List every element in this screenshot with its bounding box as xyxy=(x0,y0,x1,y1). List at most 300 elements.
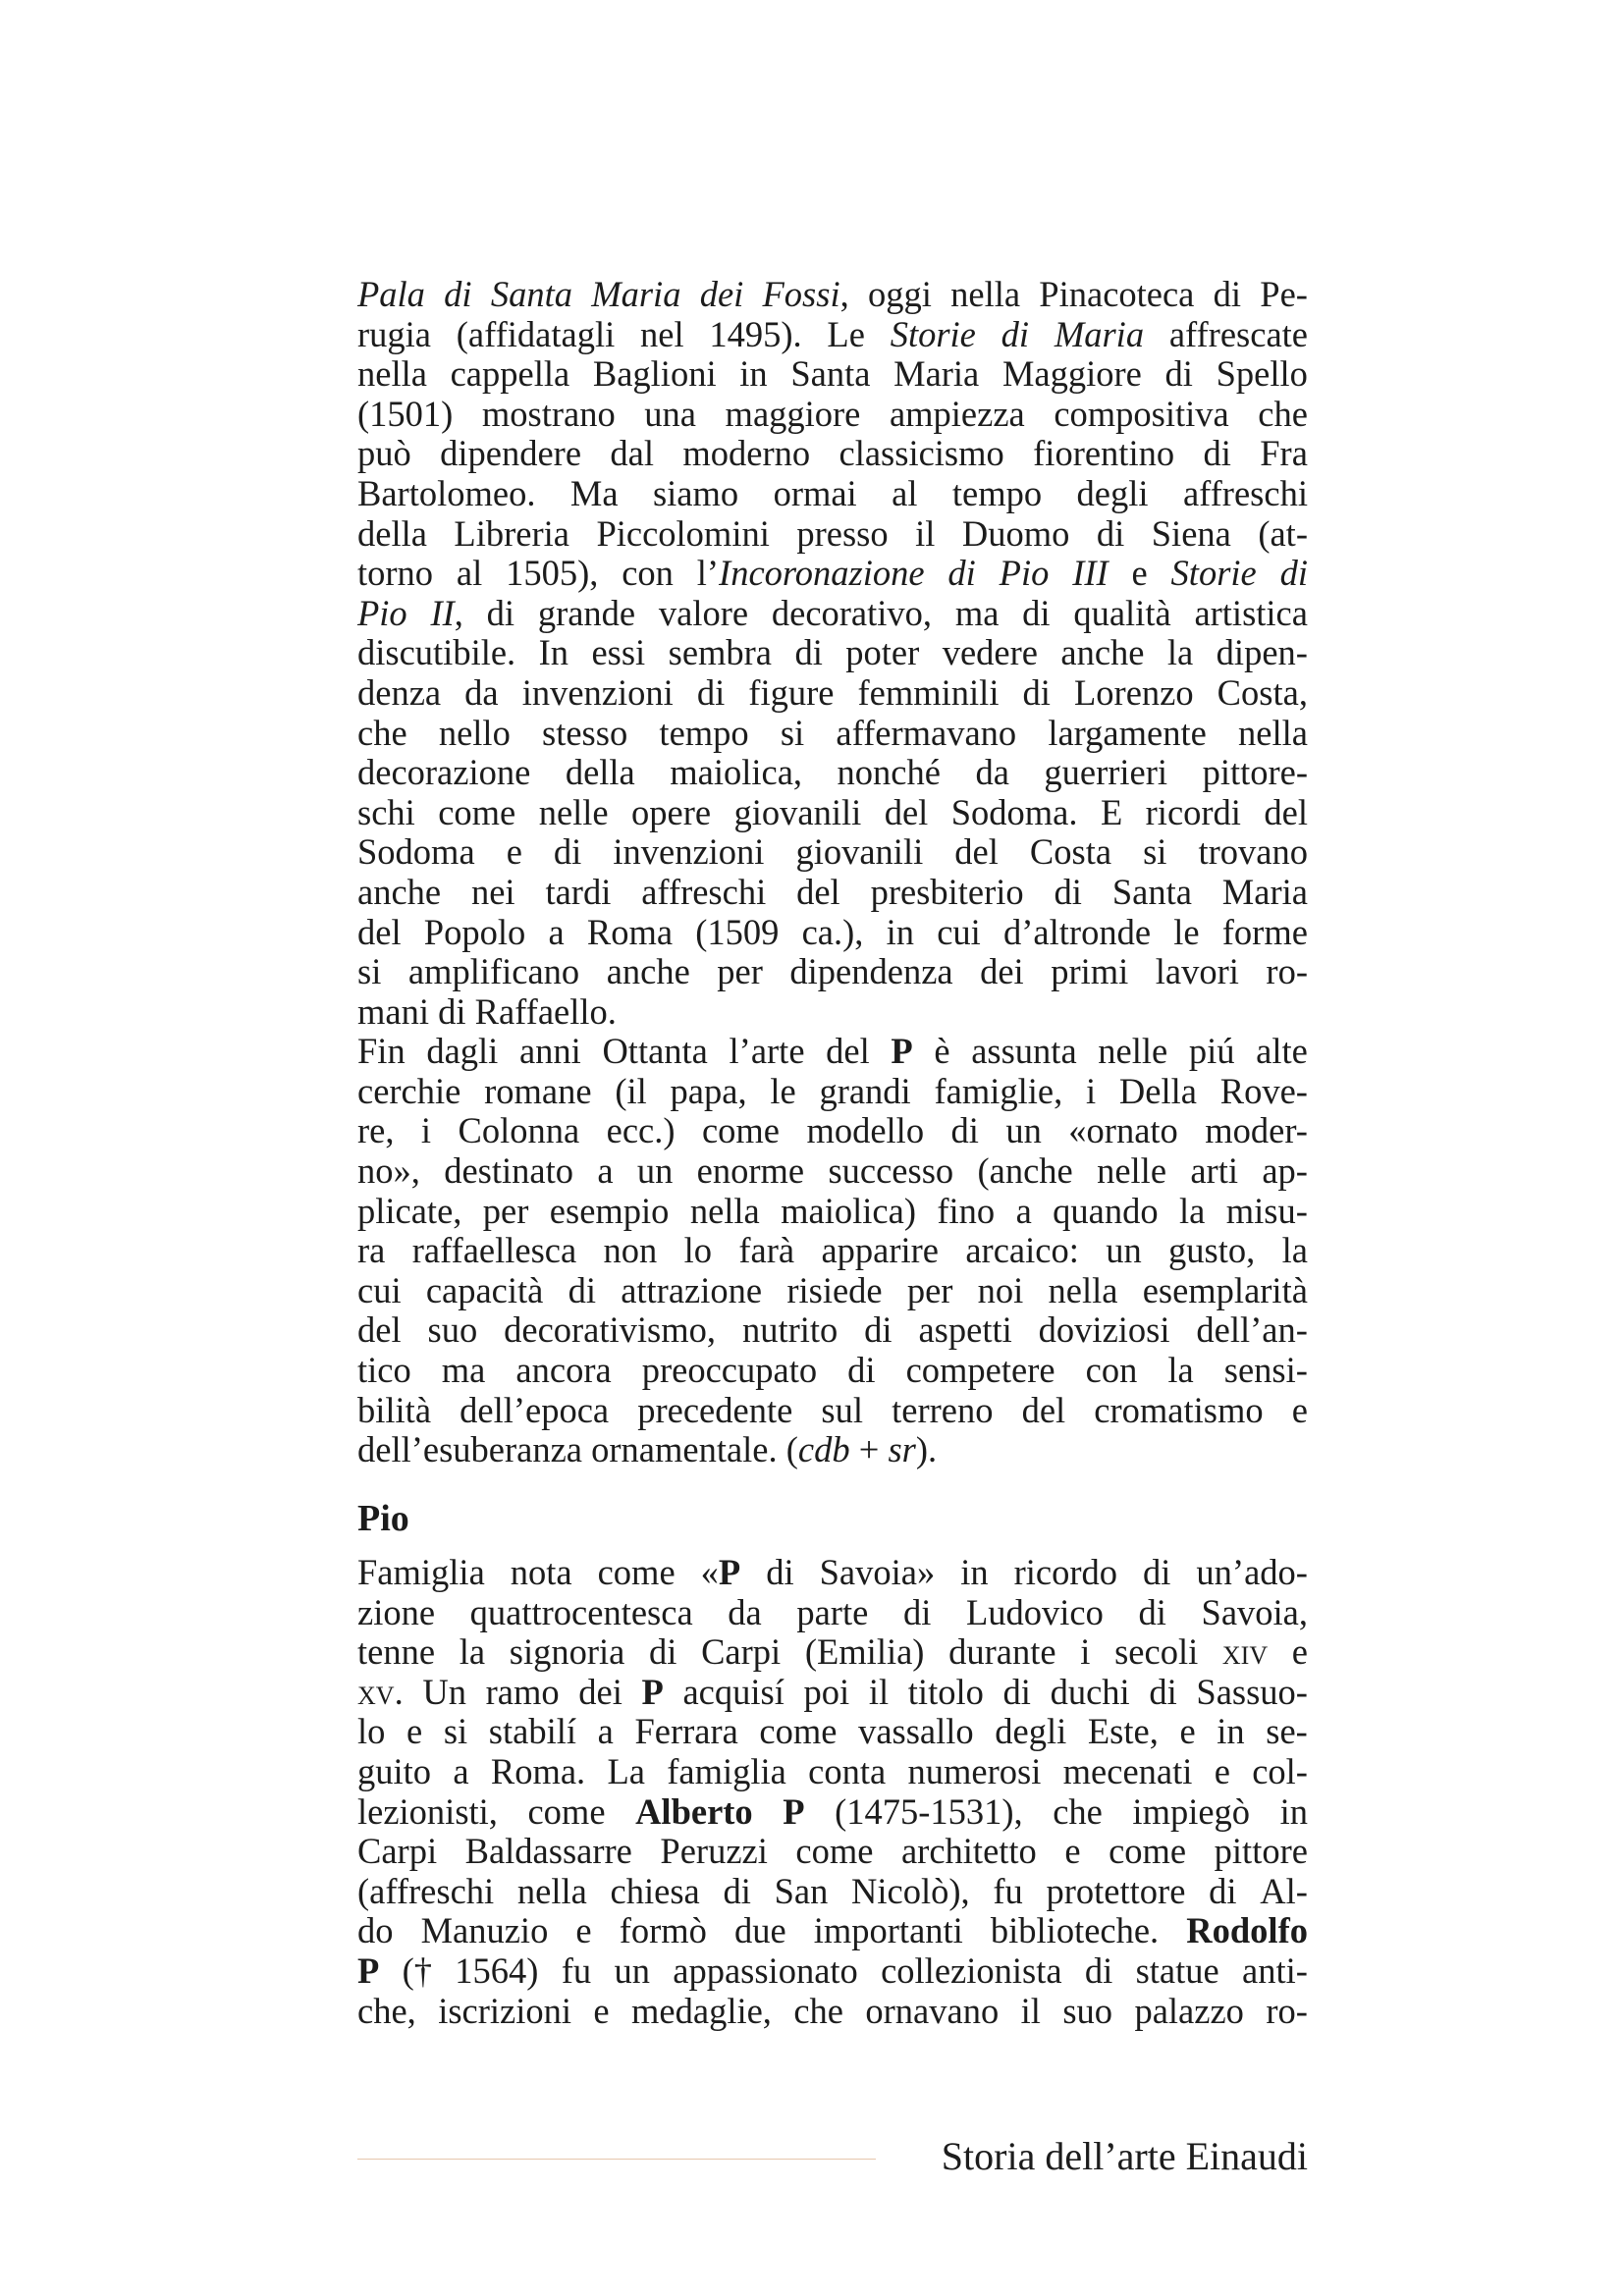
word: nelle xyxy=(538,791,609,832)
word: vassallo xyxy=(858,1711,974,1752)
word: come xyxy=(597,1552,676,1592)
word: La xyxy=(607,1750,645,1791)
word: in xyxy=(886,911,915,952)
word: per xyxy=(906,1269,953,1310)
word: cerchie xyxy=(357,1070,461,1111)
text-line xyxy=(357,1673,1308,1713)
word: Bartolomeo. xyxy=(357,472,536,513)
word: (1475-1531), xyxy=(835,1790,1023,1832)
word: ma xyxy=(441,1350,486,1391)
word: e xyxy=(506,831,522,873)
word: di xyxy=(947,553,976,594)
word: Santa xyxy=(1111,871,1192,912)
word: d’altronde xyxy=(1003,911,1152,952)
word: Ferrara xyxy=(634,1711,738,1752)
word: anni xyxy=(518,1031,581,1072)
word: Un xyxy=(422,1671,466,1712)
text-line xyxy=(357,1391,1308,1431)
text-line xyxy=(357,1632,1308,1673)
word: che xyxy=(793,1990,843,2031)
word: piú xyxy=(1188,1031,1235,1072)
word: duchi xyxy=(1050,1671,1130,1712)
word: conta xyxy=(808,1750,887,1791)
word: del xyxy=(796,871,840,912)
word: preoccupato xyxy=(641,1350,818,1391)
word: come xyxy=(1109,1831,1187,1872)
word: ampiezza xyxy=(889,393,1025,434)
word: come xyxy=(438,791,516,832)
word: se- xyxy=(1266,1711,1308,1752)
word: la xyxy=(1166,632,1194,673)
word: a xyxy=(1015,1190,1032,1231)
word: attrazione xyxy=(621,1269,763,1310)
word: al xyxy=(892,472,918,513)
word: al xyxy=(456,553,483,594)
word: figure xyxy=(748,671,835,713)
word: guerrieri xyxy=(1044,752,1168,793)
word: e xyxy=(1214,1750,1230,1791)
word: valore xyxy=(658,592,749,633)
word: Maggiore xyxy=(1001,353,1142,395)
word: Santa xyxy=(790,353,871,395)
word: ap- xyxy=(1262,1150,1308,1192)
word: nella xyxy=(516,1870,587,1911)
word: alte xyxy=(1256,1031,1308,1072)
word: tempo xyxy=(951,472,1043,513)
word: e xyxy=(1064,1831,1081,1872)
word: esemplarità xyxy=(1142,1269,1308,1310)
word: affrescate xyxy=(1168,313,1308,354)
text-line xyxy=(357,832,1308,873)
word: di xyxy=(902,1591,932,1632)
word: ornavano xyxy=(865,1990,1000,2031)
word: maiolica) xyxy=(781,1190,916,1231)
word: di xyxy=(1054,871,1082,912)
word: Duomo xyxy=(961,512,1070,554)
text-line xyxy=(357,1951,1308,1992)
word: maggiore xyxy=(725,393,861,434)
word: poi xyxy=(803,1671,850,1712)
word: P xyxy=(641,1671,664,1712)
word: con xyxy=(1085,1350,1138,1391)
text-line xyxy=(357,1911,1308,1951)
word: per xyxy=(482,1190,529,1231)
text-line xyxy=(357,1712,1308,1752)
paragraph-1 xyxy=(357,275,1308,1032)
word: come xyxy=(701,1110,781,1151)
word: 1564) xyxy=(455,1949,539,1991)
word: invenzioni xyxy=(613,831,765,873)
word: invenzioni xyxy=(521,671,674,713)
word: due xyxy=(733,1910,786,1951)
word: decorativo, xyxy=(771,592,933,633)
word: P xyxy=(783,1790,805,1832)
text-line xyxy=(357,1032,1308,1072)
word: xiv xyxy=(1221,1631,1269,1673)
word: sensi- xyxy=(1223,1350,1308,1391)
word: (1501) xyxy=(357,393,454,434)
word: Spello xyxy=(1216,353,1308,395)
word: Costa, xyxy=(1217,671,1308,713)
word: di xyxy=(696,671,726,713)
word: di xyxy=(1164,353,1193,395)
word: nonché xyxy=(837,752,941,793)
text-line xyxy=(357,1310,1308,1351)
word: e xyxy=(575,1910,592,1951)
word: di xyxy=(723,1870,751,1911)
word: del xyxy=(884,791,929,832)
word: Storie xyxy=(890,313,976,354)
word: importanti xyxy=(813,1910,963,1951)
word: Pio xyxy=(357,592,407,633)
word: a xyxy=(453,1750,469,1791)
word: Carpi xyxy=(701,1631,782,1673)
text-line xyxy=(357,315,1308,355)
word: San xyxy=(774,1870,829,1911)
word: di xyxy=(847,1350,876,1391)
word: Costa xyxy=(1029,831,1112,873)
word: Ma xyxy=(569,472,619,513)
word: trovano xyxy=(1198,831,1308,873)
word: dipen- xyxy=(1216,632,1308,673)
word: papa, xyxy=(670,1070,747,1111)
text-line xyxy=(357,673,1308,714)
word: Colonna xyxy=(458,1110,580,1151)
word: di xyxy=(649,1631,677,1673)
word: è xyxy=(934,1031,950,1072)
word: Santa xyxy=(490,274,572,314)
word: l’Incoronazione xyxy=(696,553,925,594)
word: ecc.) xyxy=(606,1110,676,1151)
word: Savoia, xyxy=(1201,1591,1308,1632)
word: si xyxy=(443,1711,468,1752)
word: biblioteche. xyxy=(990,1910,1160,1951)
word: essi xyxy=(591,632,646,673)
word: (affreschi xyxy=(357,1870,495,1911)
word: cromatismo xyxy=(1094,1389,1264,1430)
word: le xyxy=(770,1070,796,1111)
text-line xyxy=(357,1792,1308,1833)
word: affreschi xyxy=(641,871,767,912)
word: quando xyxy=(1053,1190,1159,1231)
word: Alberto xyxy=(635,1790,753,1832)
word: col- xyxy=(1252,1750,1308,1791)
word: Popolo xyxy=(423,911,526,952)
word: un xyxy=(1106,1230,1142,1271)
word: tempo xyxy=(659,712,749,753)
text-line xyxy=(357,913,1308,953)
word: vedere xyxy=(942,632,1038,673)
word: di xyxy=(950,1110,979,1151)
text-line xyxy=(357,395,1308,435)
word: precedente xyxy=(637,1389,793,1430)
word: lo xyxy=(683,1230,713,1271)
word: e xyxy=(593,1990,610,2031)
text-line xyxy=(357,1593,1308,1633)
word: e xyxy=(1291,1631,1308,1673)
word: zione xyxy=(357,1591,436,1632)
word: di xyxy=(1096,512,1125,554)
word: della xyxy=(565,752,635,793)
word: i xyxy=(1080,1631,1091,1673)
word: degli xyxy=(1076,472,1149,513)
word: Fossi, xyxy=(762,274,849,314)
word: 1505), xyxy=(506,553,599,594)
word: architetto xyxy=(900,1831,1037,1872)
word: giovanili xyxy=(795,831,924,873)
word: nella xyxy=(1238,712,1308,753)
word: nella xyxy=(357,353,427,395)
word: di xyxy=(1022,671,1051,713)
word: di xyxy=(1143,1552,1171,1592)
word: in xyxy=(960,1552,989,1592)
word: tardi xyxy=(545,871,612,912)
word: un xyxy=(636,1150,674,1192)
word: a xyxy=(597,1711,614,1752)
word: e xyxy=(1131,553,1148,594)
word: e xyxy=(1179,1711,1196,1752)
word: signoria xyxy=(509,1631,625,1673)
word: di xyxy=(1084,1949,1113,1991)
word: quattrocentesca xyxy=(469,1591,693,1632)
word: arcaico: xyxy=(965,1230,1079,1271)
word: raffaellesca xyxy=(411,1230,577,1271)
word: Maria xyxy=(591,274,681,314)
word: Al- xyxy=(1260,1870,1308,1911)
word: primi xyxy=(1051,951,1129,992)
word: terreno xyxy=(892,1389,994,1430)
word: competere xyxy=(905,1350,1055,1391)
word: numerosi xyxy=(907,1750,1042,1791)
word: modello xyxy=(806,1110,925,1151)
word: cui xyxy=(357,1269,402,1310)
word: giovanili xyxy=(733,791,862,832)
word: il xyxy=(915,512,936,554)
word: Roma. xyxy=(490,1750,586,1791)
text-line xyxy=(357,714,1308,754)
word: Della xyxy=(1118,1070,1197,1111)
word: (cdb xyxy=(785,1429,850,1470)
word: Pio xyxy=(999,553,1050,594)
word: una xyxy=(644,393,696,434)
word: capacità xyxy=(425,1269,544,1310)
text-line xyxy=(357,633,1308,673)
text-line xyxy=(357,1430,1308,1470)
word: di xyxy=(568,1269,596,1310)
word: anti- xyxy=(1242,1949,1308,1991)
word: Ottanta xyxy=(602,1031,708,1072)
text-line xyxy=(357,793,1308,833)
text-line xyxy=(357,952,1308,992)
word: si xyxy=(1143,831,1167,873)
word: che, xyxy=(357,1990,416,2031)
word: († xyxy=(402,1949,432,1991)
word: risiede xyxy=(786,1269,883,1310)
word: poter xyxy=(845,632,920,673)
text-line xyxy=(357,1351,1308,1391)
word: anche xyxy=(606,951,690,992)
word: che xyxy=(1053,1790,1103,1832)
word: Libreria xyxy=(454,512,569,554)
word: sr). xyxy=(888,1429,938,1470)
word: Roma xyxy=(586,911,674,952)
word: siamo xyxy=(652,472,739,513)
word: no», xyxy=(357,1150,420,1192)
word: 1495). xyxy=(709,313,802,354)
word: (affidatagli xyxy=(456,313,616,354)
word: può xyxy=(357,433,411,474)
word: noi xyxy=(977,1269,1024,1310)
word: nello xyxy=(438,712,511,753)
word: del xyxy=(357,911,402,952)
word: pittore- xyxy=(1202,752,1308,793)
word: pittore xyxy=(1214,1831,1308,1872)
word: (at- xyxy=(1258,512,1308,554)
word: largamente xyxy=(1048,712,1207,753)
word: stabilí xyxy=(488,1711,577,1752)
word: di xyxy=(553,831,582,873)
word: (anche xyxy=(977,1150,1073,1192)
word: suo xyxy=(1062,1990,1113,2031)
word: nella xyxy=(950,274,1021,314)
footer-title: Storia dell’arte Einaudi xyxy=(941,2134,1308,2178)
text-line xyxy=(357,1752,1308,1792)
word: opere xyxy=(631,791,712,832)
word: Ludovico xyxy=(965,1591,1104,1632)
word: di xyxy=(1138,1591,1166,1632)
word: artistica xyxy=(1194,592,1308,633)
word: plicate, xyxy=(357,1190,462,1231)
word: suo xyxy=(427,1309,478,1351)
word: Sodoma. xyxy=(950,791,1078,832)
word: affreschi xyxy=(1182,472,1308,513)
word: mani xyxy=(357,990,429,1032)
word: di xyxy=(1203,433,1231,474)
word: il xyxy=(868,1671,890,1712)
word: la xyxy=(1167,1350,1194,1391)
word: lezionisti, xyxy=(357,1790,498,1832)
word: e xyxy=(406,1711,423,1752)
word: la xyxy=(1179,1190,1206,1231)
word: dei xyxy=(980,951,1024,992)
word: ricordi xyxy=(1145,791,1241,832)
word: (il xyxy=(615,1070,647,1111)
word: schi xyxy=(357,791,415,832)
text-line xyxy=(357,594,1308,634)
word: protettore xyxy=(1046,1870,1186,1911)
word: come xyxy=(795,1831,874,1872)
word: da xyxy=(975,752,1009,793)
text-line xyxy=(357,1271,1308,1311)
word: di xyxy=(1209,1870,1237,1911)
word: formò xyxy=(619,1910,707,1951)
word: Carpi xyxy=(357,1831,438,1872)
word: a xyxy=(548,911,565,952)
word: esempio xyxy=(549,1190,670,1231)
word: bilità xyxy=(357,1389,432,1430)
text-line xyxy=(357,474,1308,514)
word: dei xyxy=(699,274,744,314)
word: Manuzio xyxy=(420,1910,549,1951)
word: torno xyxy=(357,553,434,594)
word: Sassuo- xyxy=(1196,1671,1308,1712)
word: i xyxy=(1085,1070,1097,1111)
paragraph-2 xyxy=(357,1032,1308,1470)
text-line xyxy=(357,873,1308,913)
body-text-bottom xyxy=(357,1553,1308,2031)
word: oggi xyxy=(867,274,932,314)
word: nelle xyxy=(1098,1031,1168,1072)
word: «ornato xyxy=(1068,1110,1178,1151)
text-line xyxy=(357,554,1308,594)
word: Maria xyxy=(1054,313,1145,354)
word: guito xyxy=(357,1750,432,1791)
word: collezionista xyxy=(881,1949,1062,1991)
word: si xyxy=(357,951,382,992)
word: Rodolfo xyxy=(1186,1910,1308,1951)
word: non xyxy=(603,1230,658,1271)
word: Rove- xyxy=(1219,1070,1308,1111)
word: del xyxy=(1264,791,1308,832)
word: misu- xyxy=(1225,1190,1308,1231)
text-line xyxy=(357,1192,1308,1232)
word: del xyxy=(357,1309,402,1351)
word: di xyxy=(864,1309,893,1351)
word: presbiterio xyxy=(870,871,1024,912)
word: Piccolomini xyxy=(596,512,770,554)
word: mecenati xyxy=(1062,1750,1193,1791)
word: romane xyxy=(484,1070,592,1111)
word: ma xyxy=(954,592,1000,633)
word: amplificano xyxy=(407,951,580,992)
word: forme xyxy=(1221,911,1308,952)
text-line xyxy=(357,1992,1308,2032)
word: lavori xyxy=(1155,951,1239,992)
word: aspetti xyxy=(918,1309,1012,1351)
word: sul xyxy=(821,1389,864,1430)
word: di xyxy=(1001,313,1030,354)
word: mostrano xyxy=(481,393,616,434)
word: cui xyxy=(937,911,981,952)
word: di xyxy=(766,1552,794,1592)
word: qualità xyxy=(1073,592,1171,633)
word: per xyxy=(717,951,763,992)
word: fu xyxy=(561,1949,592,1991)
word: dell’an- xyxy=(1196,1309,1308,1351)
word: Nicolò), xyxy=(851,1870,970,1911)
word: P xyxy=(891,1031,913,1072)
word: famiglia xyxy=(667,1750,786,1791)
word: Baldassarre xyxy=(464,1831,632,1872)
word: appassionato xyxy=(673,1949,858,1991)
word: dipendere xyxy=(440,433,582,474)
word: acquisí xyxy=(682,1671,784,1712)
word: P xyxy=(357,1949,380,1991)
word: discutibile. xyxy=(357,632,516,673)
word: destinato xyxy=(444,1150,573,1192)
word: assunta xyxy=(971,1031,1077,1072)
word: di xyxy=(438,990,466,1032)
word: E xyxy=(1100,791,1123,832)
word: di xyxy=(1213,274,1242,314)
word: del xyxy=(1021,1389,1066,1430)
word: durante xyxy=(948,1631,1056,1673)
word: da xyxy=(728,1591,762,1632)
word: degli xyxy=(995,1711,1067,1752)
word: lo xyxy=(357,1711,386,1752)
word: affermavano xyxy=(836,712,1017,753)
word: Storie xyxy=(1170,553,1257,594)
